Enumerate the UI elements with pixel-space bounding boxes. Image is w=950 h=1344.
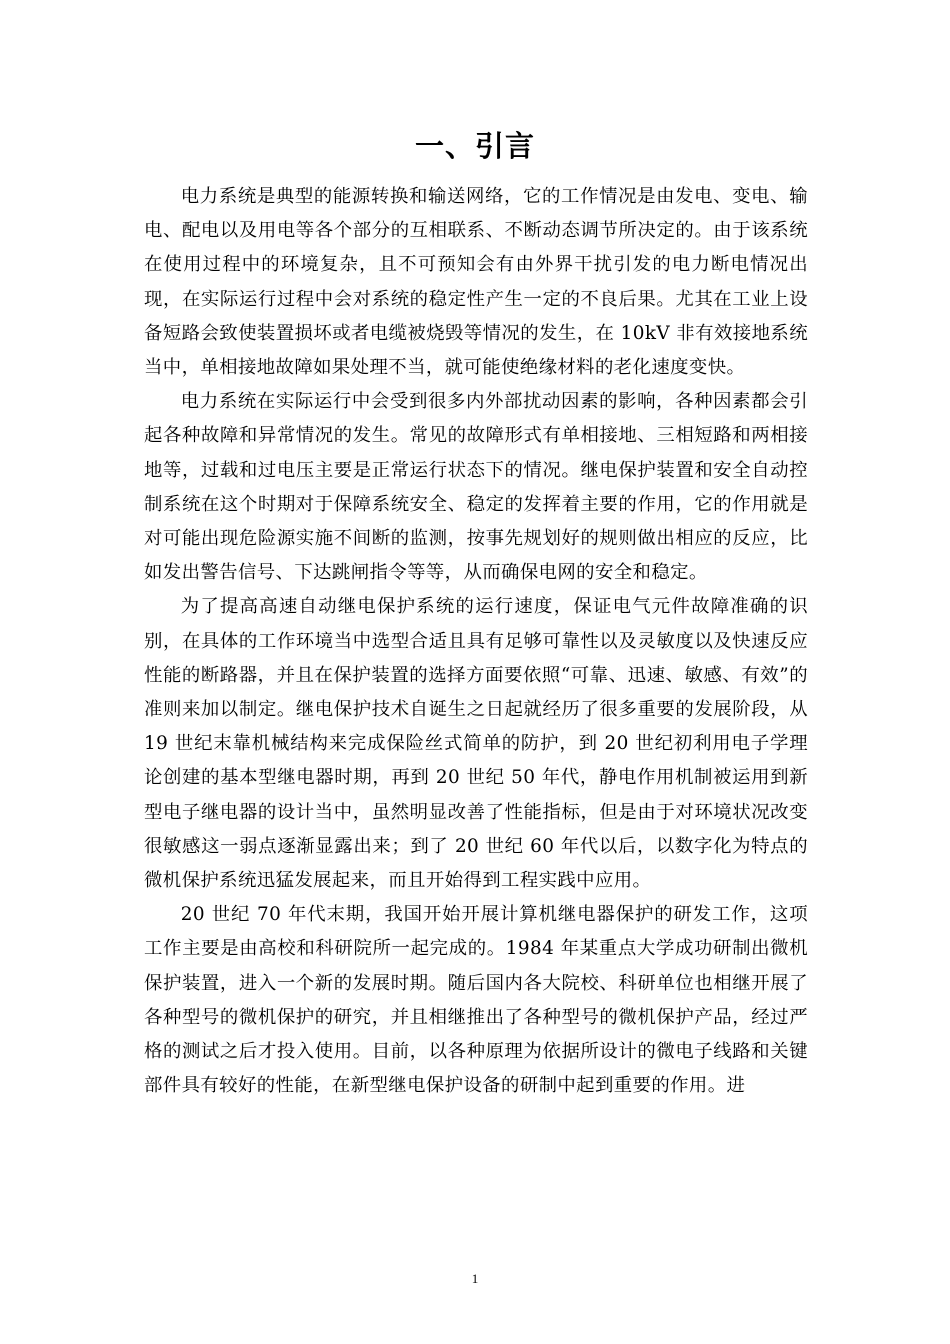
section-title: 一、引言 — [414, 129, 535, 163]
paragraph-1: 电力系统是典型的能源转换和输送网络，它的工作情况是由发电、变电、输电、配电以及用电等各个部分的互相联系、不断动态调节所决定的。由于该系统在使用过程中的环境复杂，且不可预知会有由外界干扰引发的电力断电情况出现，在实际运行过程中会对系统的稳定性产生一定的不良后果。尤其在工业上设备短路会致使装置损坏或者电缆被烧毁等情况的发生，在 10kV 非有效接地系统当中，单相接地故障如果处理不当，就可能使绝缘材料的老化速度变快。 — [144, 186, 808, 379]
paragraph-4: 20 世纪 70 年代末期，我国开始开展计算机继电器保护的研发工作，这项工作主要是由高校和科研院所一起完成的。1984 年某重点大学成功研制出微机保护装置，进入一个新的发展时期。随后国内各大院校、科研单位也相继开展了各种型号的微机保护的研究，并且相继推出了各种型号的微机保护产品，经过严格的测试之后才投入使用。目前，以各种原理为依据所设计的微电子线路和关键部件具有较好的性能，在新型继电保护设备的研制中起到重要的作用。进 — [144, 904, 808, 1097]
paragraph-3: 为了提高高速自动继电保护系统的运行速度，保证电气元件故障准确的识别，在具体的工作环境当中选型合适且具有足够可靠性以及灵敏度以及快速反应性能的断路器，并且在保护装置的选择方面要依照“可靠、迅速、敏感、有效”的准则来加以制定。继电保护技术自诞生之日起就经历了很多重要的发展阶段，从 19 世纪末靠机械结构来完成保险丝式简单的防护，到 20 世纪初利用电子学理论创建的基本型继电器时期，再到 20 世纪 50 年代，静电作用机制被运用到新型电子继电器的设计当中，虽然明显改善了性能指标，但是由于对环境状况改变很敏感这一弱点逐渐显露出来；到了 20 世纪 60 年代以后，以数字化为特点的微机保护系统迅猛发展起来，而且开始得到工程实践中应用。 — [144, 596, 808, 892]
paragraph-2: 电力系统在实际运行中会受到很多内外部扰动因素的影响，各种因素都会引起各种故障和异常情况的发生。常见的故障形式有单相接地、三相短路和两相接地等，过载和过电压主要是正常运行状态下的情况。继电保护装置和安全自动控制系统在这个时期对于保障系统安全、稳定的发挥着主要的作用，它的作用就是对可能出现危险源实施不间断的监测，按事先规划好的规则做出相应的反应，比如发出警告信号、下达跳闸指令等等，从而确保电网的安全和稳定。 — [144, 391, 808, 584]
page-number: 1 — [471, 1271, 479, 1286]
body-text — [144, 180, 808, 1103]
